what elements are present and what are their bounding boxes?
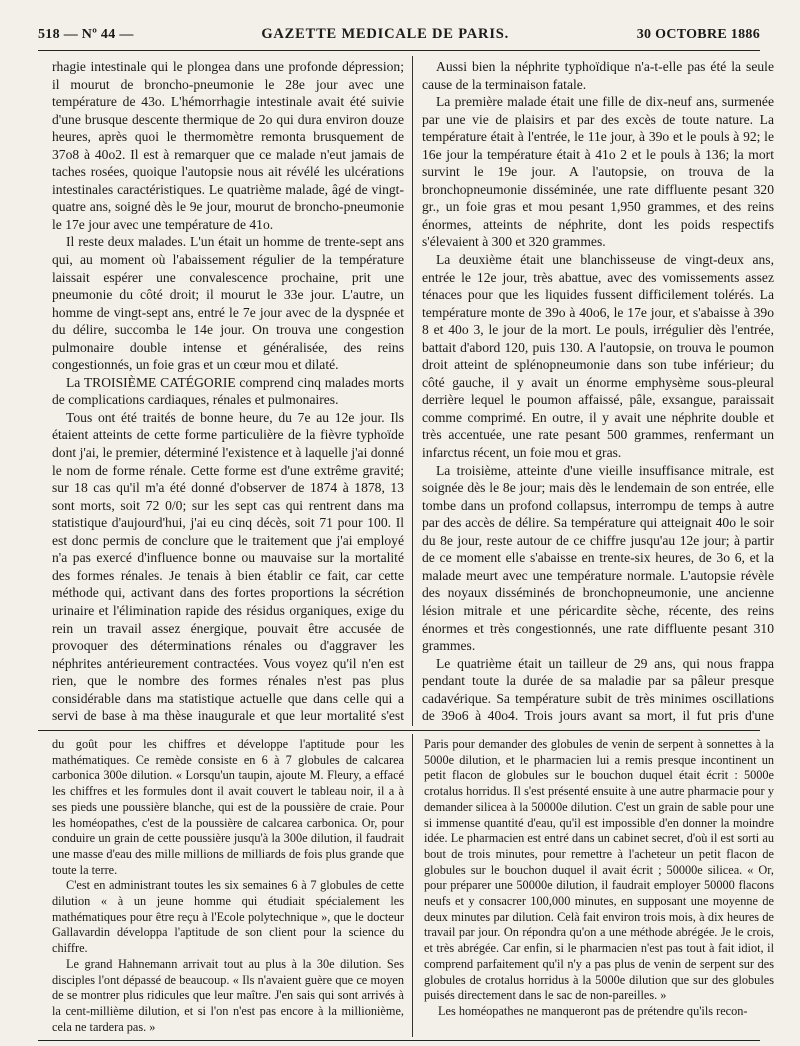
paragraph: C'est en administrant toutes les six semaines 6 à 7 globules de cette dilution « à un jeune homme qui étudiait spécialement les mathématiques pour être reçu à l'Ecole polytechnique », que le docteur Gallavardin développa l'aptitude de son client pour la science du chiffre. (52, 878, 404, 956)
footer-rule (38, 1040, 760, 1041)
paragraph: Aussi bien la néphrite typhoïdique n'a-t-elle pas été la seule cause de la terminaison fatale. (422, 59, 774, 92)
paragraph: La troisième, atteinte d'une vieille insuffisance mitrale, est soignée dès le 8e jour; mais dès le lendemain de son entrée, elle tombe dans un profond collapsus, interrompu de temps à autre par des accès de délire. Sa température qui atteignait 40o le soir du 8e jour, reste autour de ce chiffre jusqu'au 12e jour; à partir de ce moment elle s'abaisse en trente-six heures, de 3o 6, et la malade meurt avec une température normale. L'autopsie révèle des noyaux disséminés de bronchopneumonie, une ancienne lésion mitrale et une péricardite sèche, récente, des reins énormes et très congestionnés, une rate diffluente pesant 310 grammes. (422, 462, 774, 654)
paragraph: Les homéopathes ne manqueront pas de prétendre qu'ils recon- (438, 1003, 748, 1018)
column-divider (412, 56, 413, 726)
paragraph: Paris pour demander des globules de venin de serpent à sonnettes à la 5000e dilution, et le pharmacien lui a remis presque incontinent un petit flacon de globules sur le bouchon duquel était écrit : 5000e crotalus horridus. Il s'est présenté ensuite à une autre pharmacie pour y demander silicea à la 50000e dilution. C'est un grain de sable pour une si immense quantité d'eau, qu'il est impossible d'en donner la moindre idée. Le pharmacien est entré dans un cabinet secret, d'où il est sorti au bout de trois minutes, pour remettre à l'acheteur un petit flacon de globules sur le bouchon duquel il avait écrit ; 50000e silicea. « Or, pour préparer une 50000e dilution, il faudrait employer 50000 flacons neufs et y consacrer 100,000 minutes, en supposant une moyenne de deux minutes par dilution. Celà fait environ trois mois, à dix heures de travail par jour. On répondra qu'on a une méthode abrégée. Je le crois, et très abrégée. Car enfin, si le pharmacien n'est pas tout à fait idiot, il comprend parfaitement qu'il n'y a pas plus de venin de serpent sur des globules de crotalus horridus à la 5000e dilution que sur des globules puisés directement dans le sac de non-pareilles. » (424, 737, 774, 1003)
page-number: 518 — Nº 44 — (38, 27, 134, 42)
paragraph: Tous ont été traités de bonne heure, du 7e au 12e jour. Ils étaient atteints de cette forme particulière de la fièvre typhoïde dont j'ai, le premier, déterminé l'existence et à laquelle j'ai donné le nom de forme rénale. Cette forme est d'une extrême gravité; sur 18 cas qu'il m'a été donné d'observer de 1874 à 1878, 13 sont morts, soit 72 0/0; sur les sept cas qui rentrent dans ma statistique d'aujourd'hui, j'ai eu cinq décès, soit 71 pour 100. Il est donc permis de conclure que le traitement que j'ai employé n'a pas exercé d'influence bonne ou mauvaise sur la mortalité des formes rénales. Je tenais à bien établir ce fait, car cette méthode qui, activant dans des fortes proportions la sécrétion urinaire et l'élimination rapide des résidus organiques, exige du rein un travail assez énergique, pouvait être accusée de provoquer des déterminations rénales ou d'aggraver les néphrites antérieurement contractées. Vous voyez qu'il n'en est rien, que le nombre des formes rénales n'est pas plus considérable dans ma statistique actuelle que dans celle qui a servi de base à ma thèse inaugurale et que leur mortalité s'est (52, 409, 404, 724)
paragraph: Le grand Hahnemann arrivait tout au plus à la 30e dilution. Ses disciples l'ont dépassé de beaucoup. « Ils n'avaient guère que ce moyen de se montrer plus ridicules que leur maître. J'en sais qui sont arrivés à la cent-millième dilution, et si l'on n'est pas encore à la millionième, cela ne tardera pas. » (52, 956, 404, 1034)
issue-date: 30 OCTOBRE 1886 (636, 27, 760, 42)
journal-title: GAZETTE MEDICALE DE PARIS. (261, 26, 510, 42)
article-column-right (422, 58, 774, 725)
paragraph: Le quatrième était un tailleur de 29 ans, qui nous frappa pendant toute la durée de sa maladie par sa pâleur presque cadavérique. Sa température subit de très minimes oscillations de 39o6 à 40o4. Trois jours avant sa mort, il fut pris d'une (422, 655, 774, 724)
article-column-left (52, 58, 404, 725)
header-rule (38, 50, 760, 51)
paragraph (52, 1035, 404, 1037)
paragraph: La TROISIÈME CATÉGORIE comprend cinq malades morts de complications cardiaques, rénales et pulmonaires. (52, 374, 404, 408)
feuilleton-rule (38, 730, 760, 731)
feuilleton-column-left (52, 737, 404, 1037)
feuilleton-column-right (424, 737, 774, 1037)
page-header (38, 26, 760, 48)
paragraph: Il reste deux malades. L'un était un homme de trente-sept ans qui, au moment où l'abaissement régulier de la température laissait espérer une convalescence prochaine, prit une pneumonie du côté droit; il mourut le 33e jour. L'autre, un homme de vingt-sept ans, entré le 7e jour avec de la dyspnée et du délire, succomba le 14e jour. On trouva une congestion pulmonaire double intense et généralisée, des reins congestionnés, un foie gras et un cœur mou et dilaté. (52, 234, 404, 373)
paragraph: du goût pour les chiffres et développe l'aptitude pour les mathématiques. Ce remède consiste en 6 à 7 globules de calcarea carbonica 300e dilution. « Lorsqu'un taupin, ajoute M. Fleury, a effacé les chiffres et les formules dont il avait couvert le tableau noir, il a à ses pieds une poussière blanche, qui est de la poussière de craie. Pour les homéopathes, c'est de la poussière de calcarea carbonica. Or, pour conduire un grain de cette poussière jusqu'à la 300e dilution, il faudrait une masse d'eau des mille millions de milliards de fois plus grande que toute la terre. (52, 737, 404, 877)
column-divider (412, 734, 413, 1037)
paragraph: rhagie intestinale qui le plongea dans une profonde dépression; il mourut de broncho-pneumonie le 28e jour avec une température de 43o. L'hémorrhagie intestinale avait été suivie d'une brusque descente thermique de 2o qui dura environ douze heures, après quoi le thermomètre remonta brusquement de 37o8 à 40o2. Il est à remarquer que ce malade n'eut jamais de taches rosées, quoique l'autopsie nous ait révélé les ulcérations intestinales caractéristiques. Le quatrième malade, âgé de vingt-quatre ans, soigné dès le 9e jour, mourut de broncho-pneumonie le 17e jour avec une température de 41o. (52, 59, 404, 232)
paragraph: La première malade était une fille de dix-neuf ans, surmenée par une vie de plaisirs et par des excès de toute nature. La température était à l'entrée, le 11e jour, à 39o et le pouls à 92; le 16e jour la température était à 41o 2 et le pouls à 136; la mort survint le 19e jour. A l'autopsie, on trouva de la bronchopneumonie disséminée, une rate diffluente pesant 320 gr., un foie gras et mou pesant 1,950 grammes, et des reins énormes, atteints de néphrite, dont les poids respectifs s'élevaient à 300 et 320 grammes. (422, 94, 774, 250)
paragraph: La deuxième était une blanchisseuse de vingt-deux ans, entrée le 12e jour, très abattue, avec des vomissements assez ténaces pour que les liquides fussent difficilement tolérés. La température monte de 39o à 40o6, le 17e jour, et s'abaisse à 39o 8 et 40o 3, le jour de la mort. Le pouls, irrégulier dès l'entrée, battait d'abord 120, puis 130. A l'autopsie, on trouva le poumon droit atteint de splénopneumonie dans son tube inférieur; du côté gauche, il y avait un énorme emphysème sous-pleural derrière lequel le poumon affaissé, pâle, exsangue, paraissait comme comprimé. En outre, il y avait une néphrite double et très accentuée, une rate pesant 500 grammes, renfermant un infarctus récent, un foie mou et gras. (422, 252, 774, 461)
